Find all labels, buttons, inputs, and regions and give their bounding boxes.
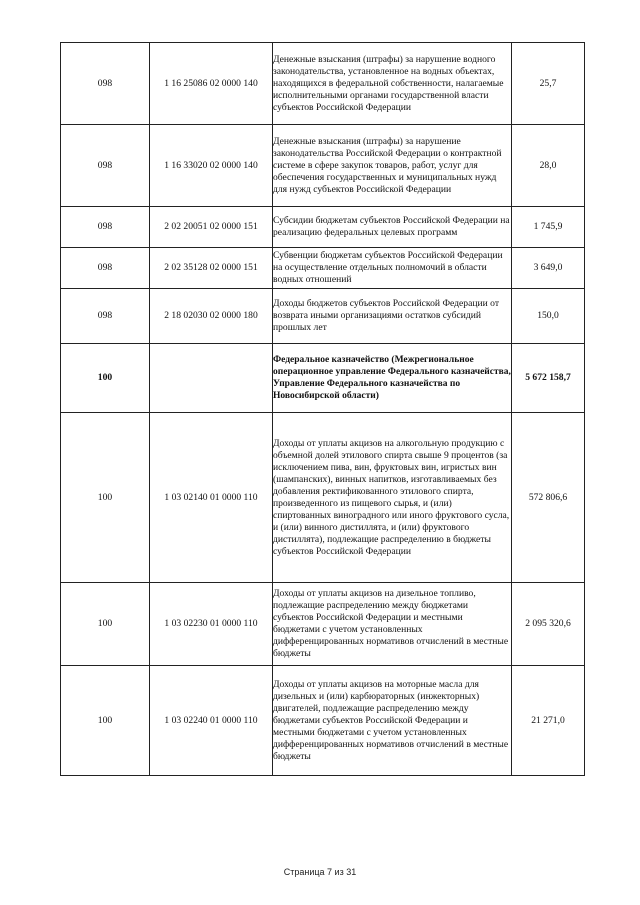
- table-row: [61, 413, 585, 583]
- revenue-name-cell: Доходы от уплаты акцизов на дизельное топливо, подлежащие распределению между бюджетами субъектов Российской Федерации и местными бюджетами с учетом установленных дифференцированных нормативов отчислений в местные бюджеты: [273, 583, 512, 666]
- table-row: [61, 125, 585, 207]
- revenue-name-cell: Доходы от уплаты акцизов на моторные масла для дизельных и (или) карбюраторных (инжекторных) двигателей, подлежащие распределению между бюджетами субъектов Российской Федерации и местными бюджетами с учетом установленных дифференцированных нормативов отчислений в местные бюджеты: [273, 666, 512, 776]
- revenue-code-cell: 2 02 20051 02 0000 151: [150, 207, 273, 248]
- table-row-section-header: [61, 344, 585, 413]
- revenue-code-cell: [150, 344, 273, 413]
- page-number: Страница 7 из 31: [283, 867, 357, 877]
- amount-cell: 5 672 158,7: [512, 344, 585, 413]
- admin-code-cell: 100: [61, 666, 150, 776]
- table-row: [61, 207, 585, 248]
- amount-cell: 150,0: [512, 289, 585, 344]
- revenue-name-cell: Субсидии бюджетам субъектов Российской Федерации на реализацию федеральных целевых программ: [273, 207, 512, 248]
- revenue-name-cell: Доходы от уплаты акцизов на алкогольную продукцию с объемной долей этилового спирта свыше 9 процентов (за исключением пива, вин, фруктовых вин, игристых вин (шампанских), винных напитков, изготавливаемых без добавления ректификованного этилового спирта, произведенного из пищевого сырья, и (или) спиртованных виноградного или иного фруктового сусла, и (или) винного дистиллята, и (или) фруктового дистиллята), подлежащие распределению в бюджеты субъектов Российской Федерации: [273, 413, 512, 583]
- amount-cell: 1 745,9: [512, 207, 585, 248]
- revenue-name-cell: Федеральное казначейство (Межрегиональное операционное управление Федерального казначейства, Управление Федерального казначейства по Новосибирской области): [273, 344, 512, 413]
- amount-cell: 21 271,0: [512, 666, 585, 776]
- revenue-name-cell: Доходы бюджетов субъектов Российской Федерации от возврата иными организациями остатков субсидий прошлых лет: [273, 289, 512, 344]
- admin-code-cell: 098: [61, 289, 150, 344]
- admin-code-cell: 100: [61, 344, 150, 413]
- admin-code-cell: 098: [61, 207, 150, 248]
- revenue-code-cell: 1 16 33020 02 0000 140: [150, 125, 273, 207]
- revenue-code-cell: 1 03 02140 01 0000 110: [150, 413, 273, 583]
- table-row: [61, 43, 585, 125]
- revenue-table: [60, 42, 585, 776]
- table-row: [61, 666, 585, 776]
- revenue-name-cell: Денежные взыскания (штрафы) за нарушение законодательства Российской Федерации о контрактной системе в сфере закупок товаров, работ, услуг для обеспечения государственных и муниципальных нужд для нужд субъектов Российской Федерации: [273, 125, 512, 207]
- table-row: [61, 583, 585, 666]
- admin-code-cell: 098: [61, 125, 150, 207]
- admin-code-cell: 100: [61, 583, 150, 666]
- amount-cell: 3 649,0: [512, 248, 585, 289]
- table-row: [61, 248, 585, 289]
- admin-code-cell: 098: [61, 248, 150, 289]
- revenue-name-cell: Субвенции бюджетам субъектов Российской Федерации на осуществление отдельных полномочий в области водных отношений: [273, 248, 512, 289]
- amount-cell: 2 095 320,6: [512, 583, 585, 666]
- revenue-code-cell: 1 03 02230 01 0000 110: [150, 583, 273, 666]
- amount-cell: 25,7: [512, 43, 585, 125]
- admin-code-cell: 100: [61, 413, 150, 583]
- admin-code-cell: 098: [61, 43, 150, 125]
- revenue-name-cell: Денежные взыскания (штрафы) за нарушение водного законодательства, установленное на водных объектах, находящихся в федеральной собственности, налагаемые исполнительными органами государственной власти субъектов Российской Федерации: [273, 43, 512, 125]
- revenue-code-cell: 1 16 25086 02 0000 140: [150, 43, 273, 125]
- amount-cell: 28,0: [512, 125, 585, 207]
- amount-cell: 572 806,6: [512, 413, 585, 583]
- table-row: [61, 289, 585, 344]
- revenue-code-cell: 2 02 35128 02 0000 151: [150, 248, 273, 289]
- revenue-code-cell: 1 03 02240 01 0000 110: [150, 666, 273, 776]
- revenue-code-cell: 2 18 02030 02 0000 180: [150, 289, 273, 344]
